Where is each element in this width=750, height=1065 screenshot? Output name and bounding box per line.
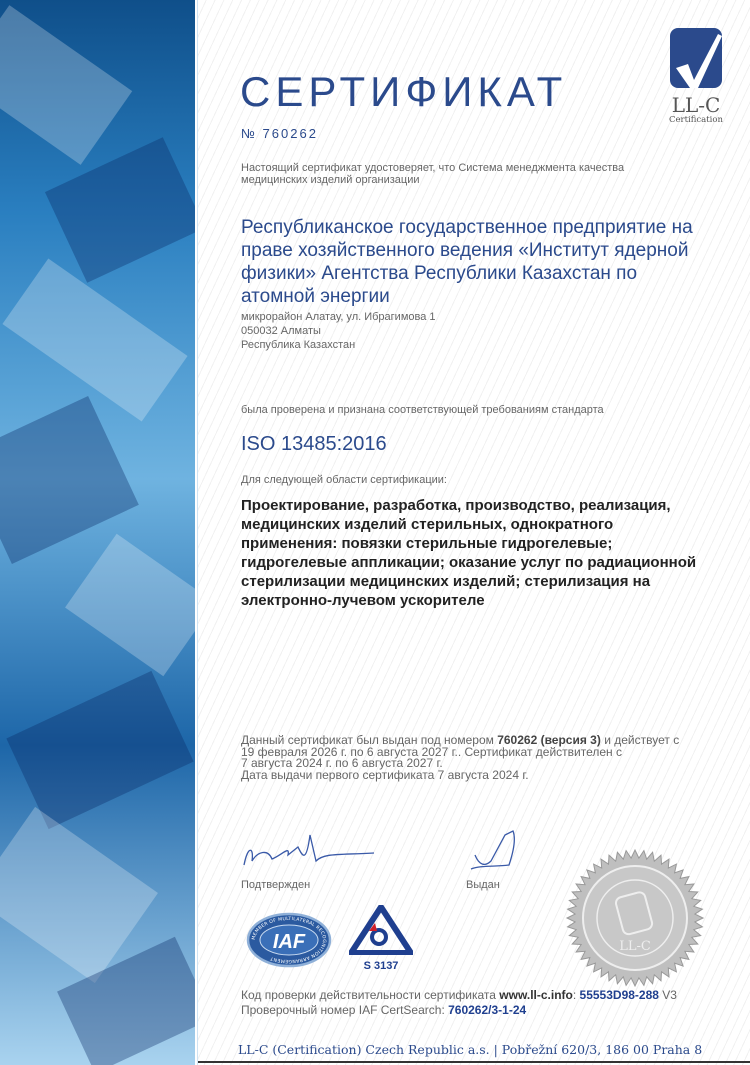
divider	[195, 0, 198, 1065]
confirmed-label: Подтвержден	[241, 879, 310, 891]
seal-mark: LL-C	[619, 939, 651, 954]
certificate-number: № 760262	[241, 126, 318, 141]
footer-line	[198, 1061, 750, 1063]
decorative-side-stripe	[0, 0, 195, 1065]
issuance-text: Данный сертификат был выдан под номером 760262 (версия 3) и действует с 19 февраля 2026 г. по 6 августа 2027 г.. Сертификат действителен с 7 августа 2024 г. по 6 августа 2027 г. Дата выдачи первого сертификата 7 августа 2024 г.	[241, 735, 711, 781]
iaf-logo	[246, 912, 332, 968]
iaf-text: IAF	[273, 931, 306, 953]
verification-site-link[interactable]: www.ll-c.info	[499, 988, 573, 1002]
scope-label: Для следующей области сертификации:	[241, 474, 447, 486]
organization-address	[241, 310, 436, 352]
address-line: Республика Казахстан	[241, 338, 436, 352]
address-line: 050032 Алматы	[241, 324, 436, 338]
accreditation-logo	[346, 905, 416, 972]
footer-address: LL-C (Certification) Czech Republic a.s. | Pobřežní 620/3, 186 00 Praha 8	[238, 1042, 702, 1057]
iaf-certsearch-number: 760262/3-1-24	[448, 1003, 526, 1017]
checkmark-logo-icon	[668, 28, 724, 90]
accreditation-triangle-icon	[349, 905, 413, 955]
accreditation-number: S 3137	[346, 960, 416, 972]
organization-name: Республиканское государственное предприятие на праве хозяйственного ведения «Институт ядерной физики» Агентства Республики Казахстан по атомной энергии	[241, 216, 711, 308]
iaf-ring-text: MEMBER OF MULTILATERAL RECOGNITION ARRANGEMENT	[251, 916, 327, 964]
logo-subtext: Certification	[668, 115, 724, 125]
verification-code: 55553D98-288	[580, 988, 659, 1002]
silver-seal	[555, 848, 715, 988]
signature-issued	[465, 825, 535, 875]
address-line: микрорайон Алатау, ул. Ибрагимова 1	[241, 310, 436, 324]
certificate-title: СЕРТИФИКАТ	[240, 68, 567, 116]
standard: ISO 13485:2016	[241, 433, 387, 456]
signature-confirmed	[238, 825, 378, 875]
intro-text: Настоящий сертификат удостоверяет, что Система менеджмента качества медицинских изделий организации	[241, 162, 671, 186]
scope-text: Проектирование, разработка, производство, реализация, медицинских изделий стерильных, однократного применения: повязки стерильные гидрогелевые; гидрогелевые аппликации; оказание услуг по радиационной стерилизации медицинских изделий; стерилизация на электронно-лучевом ускорителе	[241, 496, 711, 610]
logo-text: LL-C	[668, 95, 724, 115]
llc-logo	[668, 28, 724, 125]
conformity-text: была проверена и признана соответствующей требованиям стандарта	[241, 404, 604, 416]
verification-info: Код проверки действительности сертификата www.ll-c.info: 55553D98-288 V3 Проверочный номер IAF CertSearch: 760262/3-1-24	[241, 988, 677, 1018]
issued-label: Выдан	[466, 879, 500, 891]
